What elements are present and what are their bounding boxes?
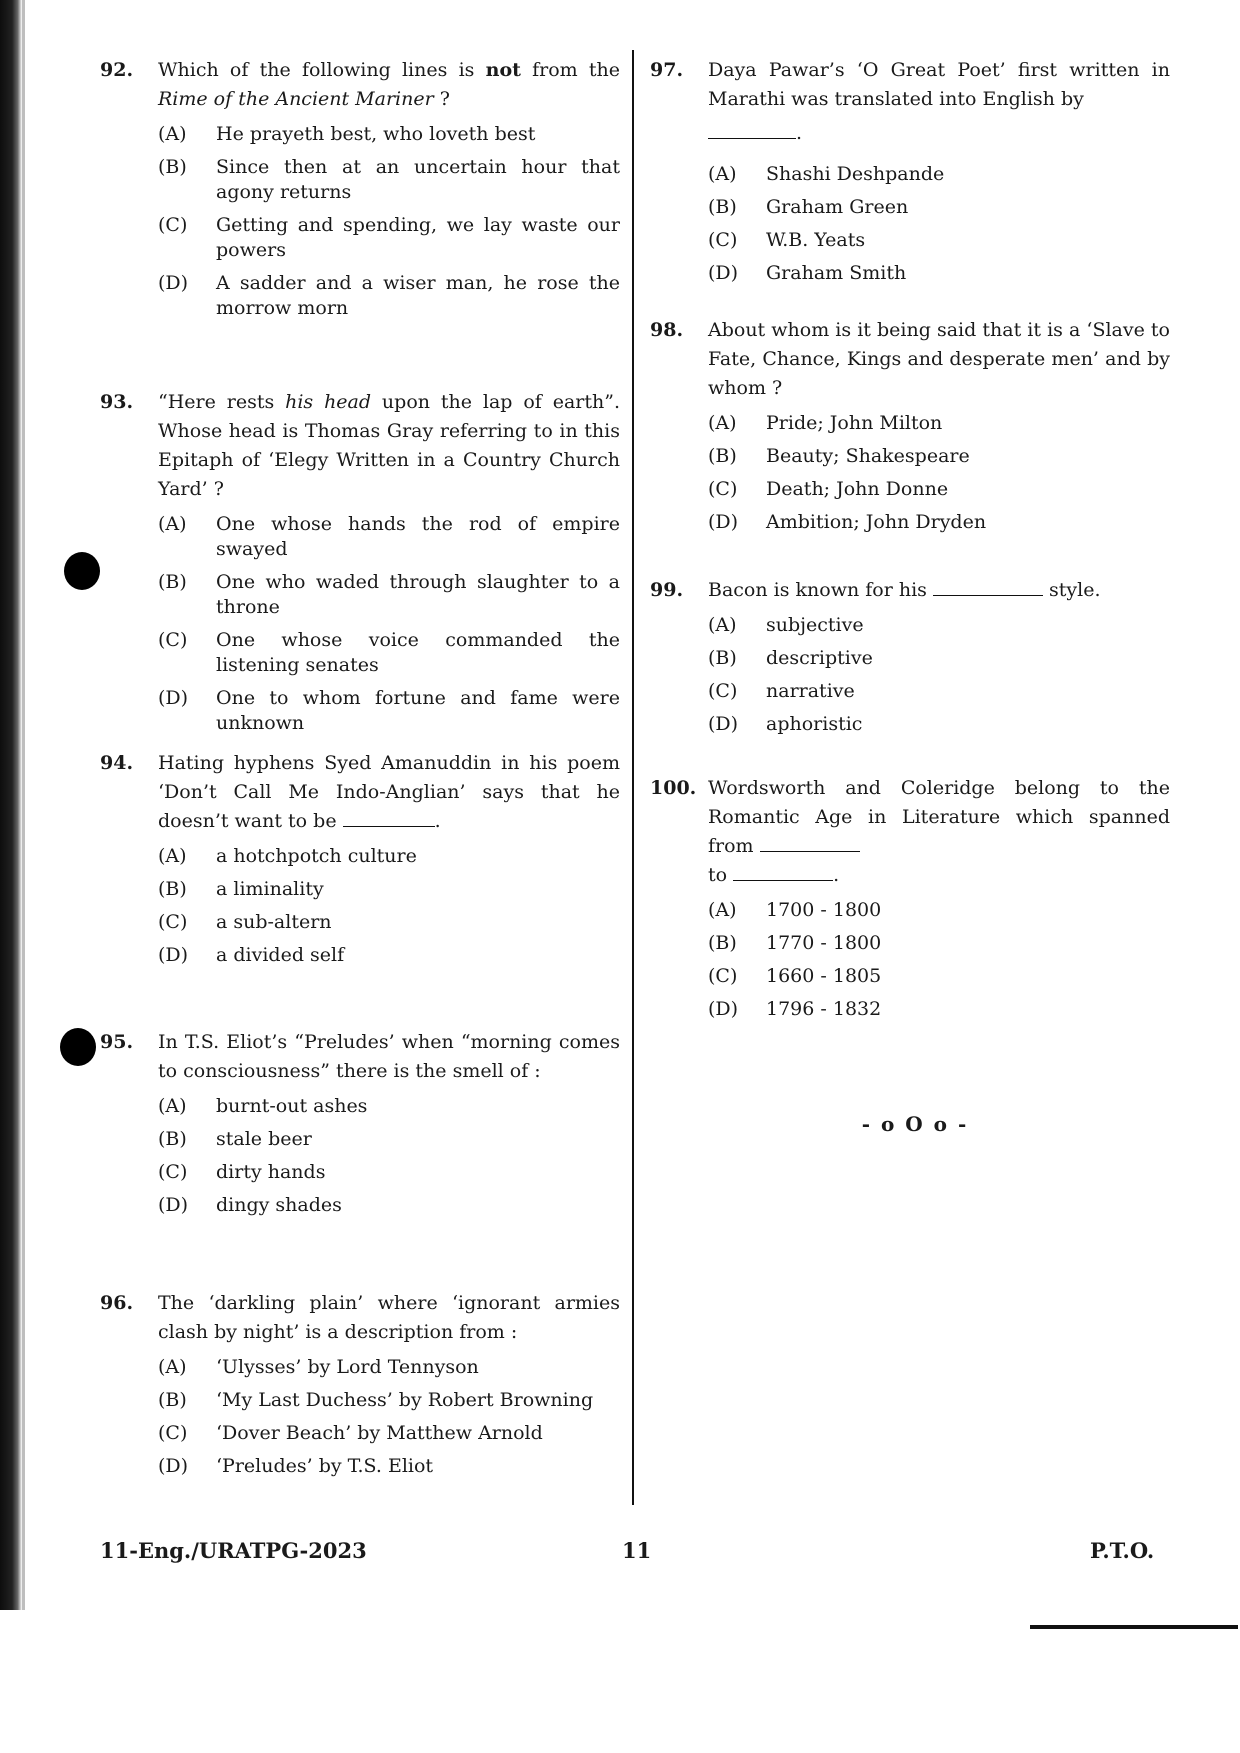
question-94	[100, 749, 620, 976]
question-number: 92.	[100, 59, 134, 81]
option-b: (B) One who waded through slaughter to a throne	[158, 571, 620, 618]
answer-blank	[708, 120, 796, 139]
option-d: (D) ‘Preludes’ by T.S. Eliot	[158, 1455, 434, 1477]
option-a: (A) burnt-out ashes	[158, 1095, 368, 1117]
answer-blank	[343, 808, 435, 827]
option-list	[158, 512, 620, 736]
question-number: 96.	[100, 1292, 134, 1314]
column-divider	[632, 50, 634, 1505]
option-c: (C) 1660 - 1805	[708, 965, 882, 987]
answer-blank	[933, 577, 1043, 596]
option-a: (A) 1700 - 1800	[708, 899, 882, 921]
punch-hole-lower	[60, 1028, 96, 1066]
scan-shadow-edge	[0, 0, 22, 1610]
option-list	[708, 898, 1170, 1022]
answer-blank	[733, 862, 833, 881]
option-b: (B) Beauty; Shakespeare	[708, 445, 970, 467]
option-list	[708, 411, 1170, 535]
question-number: 93.	[100, 391, 134, 413]
option-b: (B) 1770 - 1800	[708, 932, 882, 954]
option-b: (B) Since then at an uncertain hour that agony returns	[158, 156, 620, 203]
question-97	[650, 56, 1170, 294]
question-number: 100.	[650, 777, 697, 799]
question-number: 99.	[650, 579, 684, 601]
scan-shadow-line	[22, 0, 25, 1610]
question-99	[650, 576, 1100, 745]
bottom-rule	[1030, 1625, 1238, 1629]
question-text: Which of the following lines is not from the Rime of the Ancient Mariner ?	[158, 59, 621, 110]
option-b: (B) ‘My Last Duchess’ by Robert Browning	[158, 1389, 594, 1411]
question-92	[100, 56, 620, 329]
question-text: Daya Pawar’s ‘O Great Poet’ first written in Marathi was translated into English by .	[708, 59, 1170, 144]
question-93	[100, 388, 620, 744]
question-number: 98.	[650, 319, 684, 341]
question-text: Bacon is known for his style.	[708, 579, 1101, 601]
option-d: (D) Graham Smith	[708, 262, 907, 284]
end-marker: - o O o -	[861, 1112, 969, 1136]
question-95	[100, 1028, 620, 1226]
option-c: (C) a sub-altern	[158, 911, 332, 933]
option-c: (C) Death; John Donne	[708, 478, 949, 500]
option-list	[158, 122, 620, 321]
question-text: “Here rests his head upon the lap of earth”. Whose head is Thomas Gray referring to in this Epitaph of ‘Elegy Written in a Country Church Yard’ ?	[158, 391, 621, 500]
option-a: (A) Shashi Deshpande	[708, 163, 945, 185]
question-number: 95.	[100, 1031, 134, 1053]
option-d: (D) aphoristic	[708, 713, 863, 735]
option-d: (D) A sadder and a wiser man, he rose the morrow morn	[158, 272, 620, 319]
question-text: The ‘darkling plain’ where ‘ignorant armies clash by night’ is a description from :	[158, 1292, 620, 1343]
option-c: (C) narrative	[708, 680, 855, 702]
option-a: (A) subjective	[708, 614, 864, 636]
option-c: (C) dirty hands	[158, 1161, 326, 1183]
option-b: (B) descriptive	[708, 647, 873, 669]
option-b: (B) Graham Green	[708, 196, 909, 218]
option-c: (C) ‘Dover Beach’ by Matthew Arnold	[158, 1422, 543, 1444]
option-a: (A) One whose hands the rod of empire swayed	[158, 513, 620, 560]
option-c: (C) One whose voice commanded the listening senates	[158, 629, 620, 676]
option-d: (D) One to whom fortune and fame were unknown	[158, 687, 620, 734]
option-list	[158, 1355, 620, 1479]
question-96	[100, 1289, 620, 1487]
please-turn-over: P.T.O.	[1090, 1538, 1155, 1563]
option-d: (D) Ambition; John Dryden	[708, 511, 987, 533]
question-number: 97.	[650, 59, 684, 81]
question-text: About whom is it being said that it is a ‘Slave to Fate, Chance, Kings and desperate men’ and by whom ?	[708, 319, 1170, 399]
option-a: (A) He prayeth best, who loveth best	[158, 123, 536, 145]
option-d: (D) dingy shades	[158, 1194, 342, 1216]
option-list	[158, 1094, 620, 1218]
option-c: (C) W.B. Yeats	[708, 229, 866, 251]
option-b: (B) stale beer	[158, 1128, 312, 1150]
option-a: (A) ‘Ulysses’ by Lord Tennyson	[158, 1356, 479, 1378]
question-text: Hating hyphens Syed Amanuddin in his poem ‘Don’t Call Me Indo-Anglian’ says that he doesn’t want to be .	[158, 752, 620, 832]
option-list	[158, 844, 620, 968]
question-text: In T.S. Eliot’s “Preludes’ when “morning comes to consciousness” there is the smell of :	[158, 1031, 620, 1082]
punch-hole-upper	[64, 552, 100, 590]
question-text: Wordsworth and Coleridge belong to the Romantic Age in Literature which spanned from to .	[708, 777, 1170, 886]
page-number: 11	[622, 1538, 652, 1563]
option-d: (D) a divided self	[158, 944, 345, 966]
option-a: (A) a hotchpotch culture	[158, 845, 417, 867]
option-list	[708, 613, 1100, 737]
option-a: (A) Pride; John Milton	[708, 412, 943, 434]
option-list	[708, 162, 1170, 286]
paper-code: 11-Eng./URATPG-2023	[100, 1538, 367, 1563]
option-b: (B) a liminality	[158, 878, 324, 900]
option-d: (D) 1796 - 1832	[708, 998, 882, 1020]
question-98	[650, 316, 1170, 543]
question-100	[650, 774, 1170, 1030]
question-number: 94.	[100, 752, 134, 774]
answer-blank	[760, 833, 860, 852]
option-c: (C) Getting and spending, we lay waste our powers	[158, 214, 620, 261]
